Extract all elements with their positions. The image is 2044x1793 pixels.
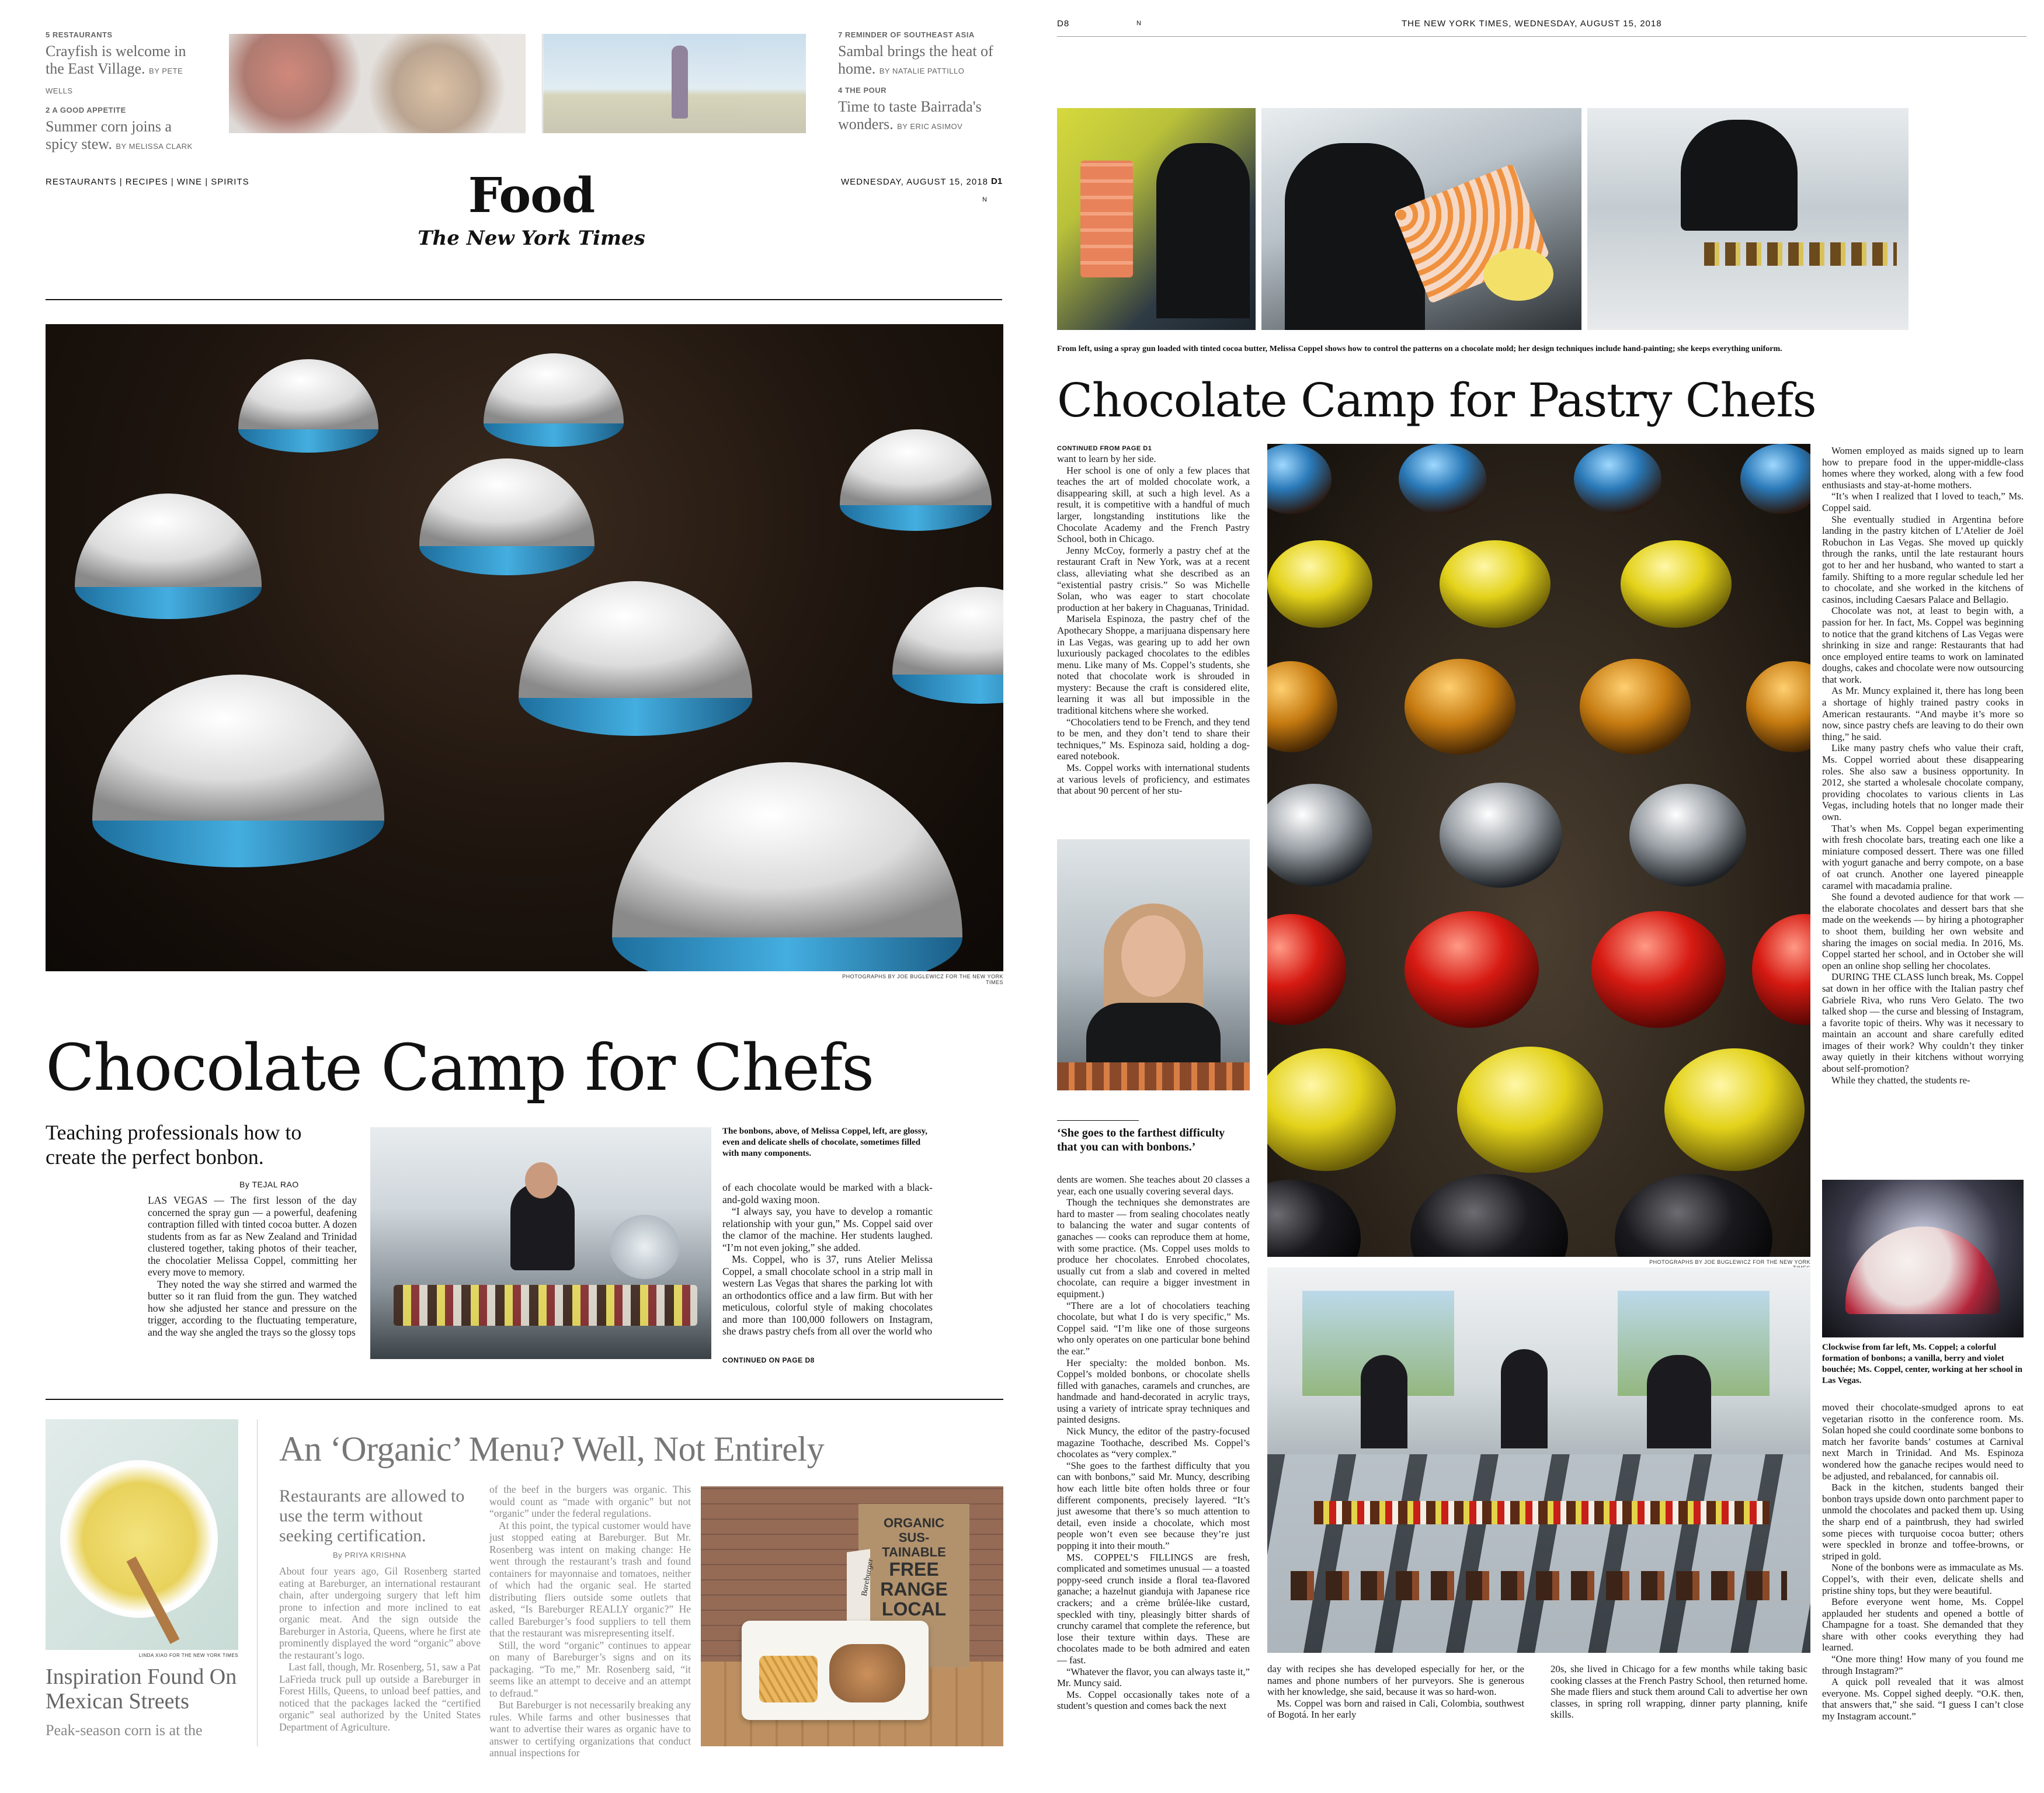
row-blue — [1267, 444, 1810, 514]
paragraph: dents are women. She teaches about 20 classes a year, each one usually covering several days. — [1057, 1174, 1250, 1197]
date-line: WEDNESDAY, AUGUST 15, 2018 — [841, 177, 988, 187]
paragraph: As Mr. Muncy explained it, there has long been a shortage of highly trained pastry cooks in American restaurants. “And maybe it’s more so now, since pastry chefs are leaving to do their own thing,” he said. — [1822, 685, 2024, 742]
paragraph: of each chocolate would be marked with a black-and-gold waxing moon. — [722, 1182, 933, 1205]
recipe-headline[interactable]: Inspiration Found On Mexican Streets — [46, 1665, 237, 1714]
chef-head — [525, 1162, 558, 1198]
paragraph: Still, the word “organic” continues to appear on many of Bareburger’s signs and on its packaging. “To me,” Mr. Rosenberg said, “it seems like an attempt to deceive and an attempt to defraud.” — [489, 1639, 691, 1699]
recipe-text: Peak-season corn is at the — [46, 1722, 203, 1739]
teaser-kicker: 4 THE POUR — [838, 86, 887, 95]
bonbon-line — [1704, 242, 1897, 266]
paragraph: Jenny McCoy, formerly a pastry chef at the restaurant Craft in New York, was at a recent class, alleviating what she described as an “existential pastry crisis.” So was Michelle Solan, who was eager to start chocolate production at her bakery in Chaguanas, Trinidad. — [1057, 544, 1250, 613]
mold-foreground — [1057, 1062, 1250, 1090]
inside-col-2 — [1267, 1663, 1524, 1721]
paragraph: “There are a lot of chocolatiers teaching chocolate, but what I do is very specific,” Ms. Coppel said. “I’m like one of those surgeons who only operates on one particular bone behind the ear.” — [1057, 1299, 1250, 1357]
strip-photo-painting — [1261, 108, 1581, 330]
acrylic-trays — [1267, 1454, 1810, 1653]
column-divider — [257, 1419, 258, 1746]
paragraph: She found a devoted audience for that work — the elaborate chocolates and dessert bars that she made on the weekends — by hiring a photographer to shoot them, building her own website and sharing the images on social media. In 2016, Ms. Coppel started her school, and in October she will open an online shop selling her chocolates. — [1822, 891, 2024, 971]
photo-caption: The bonbons, above, of Melissa Coppel, left, are glossy, even and delicate shells of chocolate, sometimes filled with many components. — [722, 1127, 927, 1158]
paragraph: LAS VEGAS — The first lesson of the day concerned the spray gun — a powerful, deafening contraption filled with tinted cocoa butter. A dozen students from as far as New Zealand and Trinidad clustered together, taking photos of their teacher, the chocolatier Melissa Coppel, committing her every move to memory. — [148, 1194, 357, 1278]
paragraph: want to learn by her side. — [1057, 453, 1156, 464]
row-black — [1267, 1174, 1772, 1257]
hero-photo-credit: PHOTOGRAPHS BY JOE BUGLEWICZ FOR THE NEW YORK TIMES — [842, 974, 1003, 985]
teaser-byline: BY NATALIE PATTILLO — [879, 67, 965, 75]
pull-quote: ‘She goes to the farthest difficulty that you can with bonbons.’ — [1057, 1127, 1225, 1153]
inside-col-1b — [1057, 1174, 1250, 1712]
teaser-left[interactable] — [46, 30, 203, 155]
fries — [759, 1656, 818, 1702]
paragraph: moved their chocolate-smudged aprons to eat vegetarian risotto in the conference room. Ms. Solan hoped she could coordinate some bonbons to match her favorite bands’ costumes at Carnival next March in Trinidad. And Ms. Espinoza wondered how the ganache recipes would need to be adjusted, and rebalanced, for cannabis oil. — [1822, 1402, 2024, 1482]
paragraph: None of the bonbons were as immaculate as Ms. Coppel’s, with their even, delicate shells and pristine shiny tops, but they were beautiful. — [1822, 1562, 2024, 1596]
jump-line[interactable]: CONTINUED ON PAGE D8 — [722, 1356, 815, 1364]
teaser-right[interactable] — [838, 30, 996, 135]
paragraph: Her specialty: the molded bonbon. Ms. Coppel’s molded bonbons, or chocolate shells filled with ganaches, caramels and crunches, are handmade and hand-decorated in acrylic trays, using a variety of intricate spray techniques and painted designs. — [1057, 1357, 1250, 1426]
paragraph: Like many pastry chefs who value their craft, Ms. Coppel worried about these disappearing roles. She also saw a business opportunity. In 2012, she started a wholesale chocolate company, providing chocolates to various clients in Las Vegas, including hotels that no longer made their own. — [1822, 742, 2024, 822]
figure — [672, 46, 688, 119]
paragraph: Ms. Coppel, who is 37, runs Atelier Melissa Coppel, a small chocolate school in a strip mall in western Las Vegas that shares the parking lot with an orthodontics office and a law firm. But with her meticulous, colorful style of making chocolates and more than 100,000 followers on Instagram, she draws pastry chefs from all over the world who — [722, 1253, 933, 1337]
paragraph: Ms. Coppel occasionally takes note of a student’s question and comes back the next — [1057, 1688, 1250, 1712]
paragraph: MS. COPPEL’S FILLINGS are fresh, complicated and sometimes unusual — a toasted poppy-seed crunch inside a floral tea-flavored ganache; a hazelnut gianduja with Japanese rice crackers; and a crème brûlée-like custard, speckled with tiny, pleasingly bitter shards of crunchy caramel that complete the reference, but lose their texture within days. These are chocolates made to be both admired and eaten — fast. — [1057, 1551, 1250, 1666]
big-photo-bonbons — [1267, 444, 1810, 1257]
paragraph: 20s, she lived in Chicago for a few months while taking basic cooking classes at the French Pastry School, then returned home. She made fliers and stuck them around Cali to advertise her own classes, in spring roll wrapping, dinner party planning, knife skills. — [1551, 1663, 1807, 1721]
paragraph: “Whatever the flavor, you can always taste it,” Mr. Muncy said. — [1057, 1666, 1250, 1689]
edition-mark: N — [1136, 20, 1141, 27]
portrait-photo — [1057, 839, 1250, 1090]
bouchee-photo — [1822, 1180, 2024, 1337]
student-figure — [1361, 1355, 1407, 1448]
bouchee — [1845, 1226, 2000, 1314]
bag-word: TAINABLE — [882, 1545, 946, 1559]
strip-caption: From left, using a spray gun loaded with tinted cocoa butter, Melissa Coppel shows how to control the patterns on a chocolate mold; her design techniques include hand-painting; she keeps everything uniform. — [1057, 345, 1782, 353]
teaser-byline: BY ERIC ASIMOV — [897, 122, 963, 131]
paragraph: Women employed as maids signed up to learn how to prepare food in the upper-middle-class homes where they worked, along with a few food enthusiasts and stay-at-home mothers. — [1822, 445, 2024, 491]
row-orange — [1267, 659, 1810, 755]
section-title: Food — [468, 168, 595, 224]
bag-brand: Bareburger — [860, 1558, 875, 1597]
paragraph: “It’s when I realized that I loved to teach,” Ms. Coppel said. — [1822, 491, 2024, 513]
organic-col-2 — [489, 1483, 691, 1759]
teaser-text: Time to taste Bairrada's wonders. — [838, 98, 982, 133]
chef-jacket — [1086, 1003, 1221, 1067]
bag-print — [864, 1516, 964, 1619]
paragraph: Back in the kitchen, students banged their bonbon trays upside down onto parchment paper to unmold the chocolates and packed them up. Using the sharp end of a paintbrush, they had swirled some pieces with turquoise cocoa butter; others were speckled in bronze and toffee-browns, or striped in gold. — [1822, 1482, 2024, 1562]
row-white — [1267, 783, 1746, 888]
header-rule — [46, 299, 1002, 300]
chef-figure — [1501, 1349, 1548, 1448]
organic-headline[interactable]: An ‘Organic’ Menu? Well, Not Entirely — [279, 1430, 825, 1468]
bag-word: FREE — [889, 1559, 939, 1580]
strip-photo-uniform — [1587, 108, 1909, 330]
paragraph: “Chocolatiers tend to be French, and they tend to be men, and they don’t tend to share their techniques,” Ms. Espinoza said, holding a dog-eared notebook. — [1057, 716, 1250, 762]
bonbon-grid — [1267, 444, 1810, 1257]
teaser-kicker: 7 REMINDER OF SOUTHEAST ASIA — [838, 30, 975, 39]
story-col-1 — [148, 1194, 357, 1338]
bonbon-line — [1314, 1501, 1770, 1524]
byline: By TEJAL RAO — [239, 1180, 299, 1189]
right-caption: Clockwise from far left, Ms. Coppel; a colorful formation of bonbons; a vanilla, berry and violet bouchée; Ms. Coppel, center, working at her school in Las Vegas. — [1822, 1343, 2022, 1385]
teaser-photo-crayfish — [229, 34, 526, 133]
inside-col-1 — [1057, 453, 1250, 797]
masthead: The New York Times — [418, 227, 645, 250]
pull-quote-rule — [1057, 1120, 1139, 1121]
chef-photo — [370, 1127, 711, 1359]
teaser-byline: BY MELISSA CLARK — [116, 142, 193, 151]
burger-photo — [701, 1486, 1003, 1746]
row-red — [1267, 911, 1810, 1028]
inside-col-right — [1822, 445, 2024, 1086]
teaser-text: Sambal brings the heat of home. — [838, 43, 993, 77]
bonbon-line — [1291, 1571, 1787, 1600]
big-photo-credit: PHOTOGRAPHS BY JOE BUGLEWICZ FOR THE NEW YORK — [1649, 1259, 1810, 1265]
main-headline: Chocolate Camp for Chefs — [46, 1030, 874, 1105]
inside-headline: Chocolate Camp for Pastry Chefs — [1057, 373, 1816, 428]
teaser-kicker: 2 A GOOD APPETITE — [46, 106, 126, 114]
paragraph: “She goes to the farthest difficulty that you can with bonbons,” said Mr. Muncy, describing how each little bite often holds three or four different components, precisely layered. “It’s just awesome that there’s so much attention to detail, even inside a chocolate, which most people won’t even see because they’re just popping it into their mouth.” — [1057, 1460, 1250, 1551]
paragraph: While they chatted, the students re- — [1831, 1074, 1970, 1086]
page-number: D1 — [991, 176, 1003, 186]
bag-word: SUS- — [898, 1530, 930, 1545]
edition-mark: N — [982, 196, 987, 203]
bag-word: RANGE — [880, 1579, 948, 1600]
page-gutter — [1028, 0, 1034, 1793]
teaser-text: Crayfish is welcome in the East Village. — [46, 43, 186, 77]
organic-byline: By PRIYA KRISHNA — [333, 1551, 406, 1559]
student-figure — [1647, 1355, 1711, 1448]
paragraph: “I always say, you have to develop a romantic relationship with your gun,” Ms. Coppel said over the clamor of the machine. Her students laughed. “I’m not even joking,” she added. — [722, 1205, 933, 1253]
pasta-bowl — [60, 1460, 218, 1618]
folio: THE NEW YORK TIMES, WEDNESDAY, AUGUST 15, 2018 — [1402, 19, 1662, 29]
paragraph: About four years ago, Gil Rosenberg started eating at Bareburger, an international restaurant chain, after undergoing surgery that left him prone to infection and more inclined to eat organic meat. And the sign outside the Bareburger in Astoria, Queens, where he first ate prominently displayed the word “organic” above the restaurant’s logo. — [279, 1565, 481, 1661]
paragraph: of the beef in the burgers was organic. This would count as “made with organic” but not “organic” under the federal regulations. — [489, 1483, 691, 1519]
paragraph: At this point, the typical customer would have just stopped eating at Bareburger. But Mr. Rosenberg was intent on making change: He went through the restaurant’s trash and found containers for mayonnaise and tomatoes, neither of which had the organic seal. He started distributing fliers outside some outlets that asked, “Is Bareburger REALLY organic?” He called Bareburger’s food suppliers to tell them that the restaurant was misrepresenting itself. — [489, 1519, 691, 1639]
jump-line[interactable]: CONTINUED FROM PAGE D1 — [1057, 445, 1152, 452]
paragraph: She eventually studied in Argentina before landing in the pastry kitchen of L’Atelier de Joël Robuchon in Las Vegas. She moved up quickly through the ranks, until the late restaurant hours got to her and her husband, who wanted to start a family. Shifting to a more regular schedule led her to chocolate, and she worked in the kitchens of casinos, including Caesars Palace and Bellagio. — [1822, 513, 2024, 605]
section-nav[interactable]: RESTAURANTS | RECIPES | WINE | SPIRITS — [46, 177, 249, 187]
paragraph: Though the techniques she demonstrates are hard to master — from sealing chocolates neatly to balancing the water and sugar contents of ganaches — cooks can reproduce them at home, with some practice. (Ms. Coppel uses molds to produce her chocolates. Enrobed chocolates, usually cut from a slab and covered in melted chocolate, can require a bigger investment in equipment.) — [1057, 1197, 1250, 1299]
story-col-2 — [722, 1182, 933, 1337]
chef-figure — [1156, 143, 1250, 318]
teaser-kicker: 5 RESTAURANTS — [46, 30, 113, 39]
paragraph: Her school is one of only a few places that teaches the art of molded chocolate work, a disappearing skill, at such a high level. As a result, it is competitive with a handful of much larger, longstanding institutions like the Chocolate Academy and the French Pastry School, both in Chicago. — [1057, 464, 1250, 545]
row-yellow — [1267, 540, 1732, 628]
cocoa-butter-bowl — [1483, 248, 1553, 301]
paragraph: “One more thing! How many of you found me through Instagram?” — [1822, 1653, 2024, 1676]
face — [1121, 915, 1186, 997]
paragraph: Marisela Espinoza, the pastry chef of the Apothecary Shoppe, a marijuana dispensary here in Las Vegas, was gearing up to add her own luxuriously packaged chocolates to the edibles menu. Like many of Ms. Coppel’s students, she noted that chocolate work is shrouded in mystery: Because the craft is considered elite, learning it was all but impossible in the traditional kitchens where she worked. — [1057, 613, 1250, 717]
paragraph: day with recipes she has developed especially for her, or the names and phone numbers of her purveyors. She is generous with her knowledge, she said, because it was so hard-won. — [1267, 1663, 1524, 1698]
folio-rule — [1057, 36, 2026, 37]
bonbon-row — [75, 353, 1003, 971]
teaser-photo-field — [543, 34, 806, 133]
page-number: D8 — [1057, 19, 1070, 29]
recipe-photo — [46, 1419, 238, 1650]
paragraph: Ms. Coppel was born and raised in Cali, Colombia, southwest of Bogotá. In her early — [1267, 1697, 1524, 1721]
chocolate-mold — [1080, 161, 1133, 277]
paragraph: But Bareburger is not necessarily breaking any rules. While farms and other businesses that want to advertise their wares as organic have to answer to certifying organizations that conduct annual inspections for — [489, 1699, 691, 1759]
inside-col-right-2 — [1822, 1402, 2024, 1722]
paragraph: Nick Muncy, the editor of the pastry-focused magazine Toothache, described Ms. Coppel’s chocolates as “very complex.” — [1057, 1426, 1250, 1460]
paragraph: Chocolate was not, at least to begin with, a passion for her. In fact, Ms. Coppel was beginning to notice that the grand kitchens of Las Vegas were shrinking in size and range: Restaurants that had once employed entire teams to work on laminated doughs, cakes and chocolate were now outsourcing that work. — [1822, 605, 2024, 685]
section-rule — [46, 1399, 1003, 1400]
row-yellow-speckled — [1267, 1047, 1805, 1173]
bag-word: LOCAL — [881, 1599, 947, 1620]
mixer — [610, 1215, 680, 1279]
recipe-credit: LINDA XIAO FOR THE NEW YORK TIMES — [138, 1653, 238, 1658]
paragraph: They noted the way she stirred and warmed the butter so it ran fluid from the gun. They watched how she adjusted her stance and pressure on the trigger, according to the fluctuating temperature, and the way she angled the trays so the glossy tops — [148, 1278, 357, 1338]
deck: Teaching professionals how to create the perfect bonbon. — [46, 1121, 302, 1169]
teaser-divider — [542, 34, 543, 133]
strip-photo-spray — [1057, 108, 1256, 330]
paragraph: A quick poll revealed that it was almost everyone. Ms. Coppel sighed deeply. “O.K. then, that answers that,” she said. “I guess I can’t close my Instagram account.” — [1822, 1676, 2024, 1722]
paragraph: Last fall, though, Mr. Rosenberg, 51, saw a Pat LaFrieda truck pull up outside a Bareburger in Forest Hills, Queens, to unload beef patties, and noticed that the packages lacked the “certified organic” seal authorized by the United States Department of Agriculture. — [279, 1661, 481, 1733]
organic-col-1 — [279, 1565, 481, 1733]
teaser-byline: BY PETE WELLS — [46, 67, 183, 95]
paragraph: Before everyone went home, Ms. Coppel applauded her students and opened a bottle of Champagne for a toast. She demanded that they share with other cooks everything they had learned. — [1822, 1596, 2024, 1653]
burger — [829, 1644, 905, 1702]
kitchen-photo — [1267, 1267, 1810, 1653]
bonbon-illustration — [46, 324, 1003, 971]
teaser-text: Summer corn joins a spicy stew. — [46, 118, 172, 152]
inside-col-3 — [1551, 1663, 1807, 1721]
paragraph: Ms. Coppel works with international students at various levels of proficiency, and estimates that about 90 percent of her stu- — [1057, 762, 1250, 797]
bag-word: ORGANIC — [884, 1516, 944, 1530]
chef-figure — [1681, 120, 1798, 231]
paragraph: DURING THE CLASS lunch break, Ms. Coppel sat down in her office with the Italian pastry chef Gabriele Riva, who runs Vero Gelato. The two talked shop — the curse and blessing of Instagram, a favorite topic of theirs. Why was it necessary to maintain an account and share carefully edited images of their work? Why couldn’t they tinker away quietly in their kitchens without worrying about self-promotion? — [1822, 971, 2024, 1075]
bonbon-tray — [394, 1285, 697, 1326]
organic-deck: Restaurants are allowed to use the term without seeking certification. — [279, 1486, 465, 1545]
paragraph: That’s when Ms. Coppel began experimenting with fresh chocolate bars, treating each one like a miniature composed dessert. There was one filled with yogurt ganache and berry compote, on a base of oat crunch. Another one layered pineapple caramel with macadamia praline. — [1822, 822, 2024, 891]
takeout-box — [742, 1621, 929, 1720]
hero-photo-bonbons — [46, 324, 1003, 971]
inside-page — [1040, 0, 2044, 1793]
